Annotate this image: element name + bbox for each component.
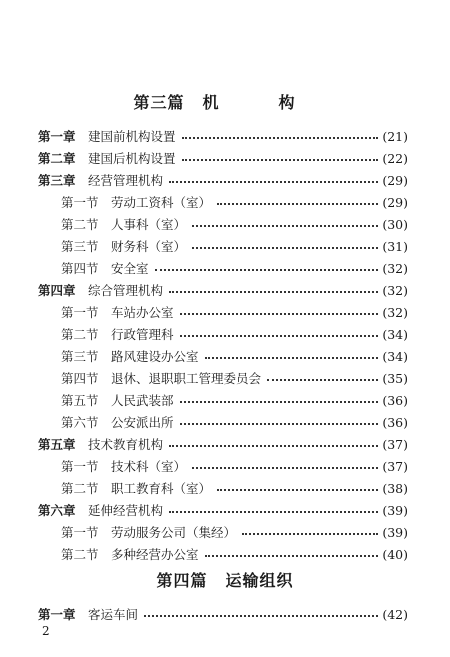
- toc-label: 第四节: [61, 261, 99, 276]
- toc-entry-chapter: [38, 169, 408, 191]
- toc-label: 第二节: [61, 217, 99, 232]
- toc-label: 第二节: [61, 481, 99, 496]
- dot-leader: [182, 159, 379, 161]
- toc-page: (29): [382, 194, 408, 210]
- toc-entry-chapter: [38, 147, 408, 169]
- dot-leader: [267, 379, 378, 381]
- toc-label: 第一节: [61, 459, 99, 474]
- toc-title: 路风建设办公室: [111, 349, 199, 364]
- toc-page: (29): [382, 172, 408, 188]
- dot-leader: [192, 225, 378, 227]
- toc-title: 劳动服务公司（集经）: [111, 525, 237, 540]
- toc-title: 劳动工资科（室）: [111, 195, 212, 210]
- dot-leader: [169, 511, 378, 513]
- part-number: 第三篇: [133, 93, 185, 112]
- toc-entry-chapter: [38, 499, 408, 521]
- toc-entry-section: [61, 191, 408, 213]
- toc-title: 公安派出所: [111, 415, 174, 430]
- toc-page: (39): [382, 524, 408, 540]
- dot-leader: [217, 203, 378, 205]
- toc-entry-chapter: [38, 125, 408, 147]
- toc-title: 车站办公室: [111, 305, 174, 320]
- part-name: 机 构: [202, 93, 317, 112]
- toc-entry-section: [61, 213, 408, 235]
- toc-title: 安全室: [111, 261, 149, 276]
- toc-label: 第三节: [61, 239, 99, 254]
- toc-page: (34): [382, 348, 408, 364]
- toc-title: 退休、退职职工管理委员会: [111, 371, 262, 386]
- dot-leader: [180, 335, 379, 337]
- toc-entry-section: [61, 235, 408, 257]
- toc-page: (32): [382, 260, 408, 276]
- toc-page: (36): [382, 392, 408, 408]
- toc-label: 第一节: [61, 525, 99, 540]
- toc-title: 人民武装部: [111, 393, 174, 408]
- toc-page: (34): [382, 326, 408, 342]
- toc-title: 财务科（室）: [111, 239, 187, 254]
- toc-entry-chapter: [38, 279, 408, 301]
- toc-label: 第三节: [61, 349, 99, 364]
- toc-page: (40): [382, 546, 408, 562]
- toc-title: 职工教育科（室）: [111, 481, 212, 496]
- toc-page: (21): [382, 128, 408, 144]
- toc-page: (37): [382, 436, 408, 452]
- toc-page: (30): [382, 216, 408, 232]
- part-three-title: [0, 90, 450, 113]
- toc-page: (32): [382, 282, 408, 298]
- toc-entry-section: [61, 323, 408, 345]
- dot-leader: [180, 313, 379, 315]
- toc-title: 行政管理科: [111, 327, 174, 342]
- toc-label: 第六章: [38, 503, 76, 518]
- toc-label: 第四章: [38, 283, 76, 298]
- toc-entry-section: [61, 389, 408, 411]
- dot-leader: [242, 533, 378, 535]
- toc-title: 技术科（室）: [111, 459, 187, 474]
- toc-page: (37): [382, 458, 408, 474]
- dot-leader: [169, 445, 378, 447]
- dot-leader: [205, 357, 379, 359]
- toc-label: 第一章: [38, 129, 76, 144]
- toc-title: 多种经营办公室: [111, 547, 199, 562]
- toc-entry-section: [61, 367, 408, 389]
- dot-leader: [155, 269, 379, 271]
- toc-page: (32): [382, 304, 408, 320]
- toc-entry-section: [61, 257, 408, 279]
- toc-title: 延伸经营机构: [88, 503, 164, 518]
- toc-entry-section: [61, 521, 408, 543]
- toc-entry-section: [61, 455, 408, 477]
- toc-label: 第五节: [61, 393, 99, 408]
- toc-label: 第二节: [61, 547, 99, 562]
- toc-page: (42): [382, 606, 408, 622]
- toc-label: 第一节: [61, 305, 99, 320]
- toc-page: (39): [382, 502, 408, 518]
- dot-leader: [180, 401, 379, 403]
- toc-entry-section: [61, 543, 408, 565]
- toc-page: (36): [382, 414, 408, 430]
- toc-entry-section: [61, 411, 408, 433]
- toc-entry-chapter: [38, 433, 408, 455]
- toc-page: (35): [382, 370, 408, 386]
- toc-entry-section: [61, 301, 408, 323]
- part-four-title: [0, 568, 450, 591]
- toc-title: 客运车间: [88, 607, 139, 622]
- toc-label: 第一章: [38, 607, 76, 622]
- dot-leader: [192, 247, 378, 249]
- part-name: 运输组织: [225, 571, 294, 590]
- toc-label: 第三章: [38, 173, 76, 188]
- toc-title: 技术教育机构: [88, 437, 164, 452]
- toc-title: 人事科（室）: [111, 217, 187, 232]
- dot-leader: [169, 291, 378, 293]
- dot-leader: [180, 423, 379, 425]
- toc-label: 第二章: [38, 151, 76, 166]
- dot-leader: [144, 615, 378, 617]
- dot-leader: [192, 467, 378, 469]
- toc-title: 建国后机构设置: [88, 151, 176, 166]
- toc-page: (38): [382, 480, 408, 496]
- dot-leader: [169, 181, 378, 183]
- toc-title: 经营管理机构: [88, 173, 164, 188]
- toc-label: 第二节: [61, 327, 99, 342]
- page-number: 2: [42, 624, 50, 638]
- dot-leader: [182, 137, 379, 139]
- toc-entry-chapter: [38, 603, 408, 625]
- part-number: 第四篇: [156, 571, 208, 590]
- dot-leader: [205, 555, 379, 557]
- dot-leader: [217, 489, 378, 491]
- toc-title: 综合管理机构: [88, 283, 164, 298]
- toc-label: 第五章: [38, 437, 76, 452]
- toc-label: 第一节: [61, 195, 99, 210]
- toc-page: (22): [382, 150, 408, 166]
- toc-entry-section: [61, 477, 408, 499]
- toc-page: (31): [382, 238, 408, 254]
- toc-title: 建国前机构设置: [88, 129, 176, 144]
- toc-entry-section: [61, 345, 408, 367]
- toc-label: 第四节: [61, 371, 99, 386]
- toc-label: 第六节: [61, 415, 99, 430]
